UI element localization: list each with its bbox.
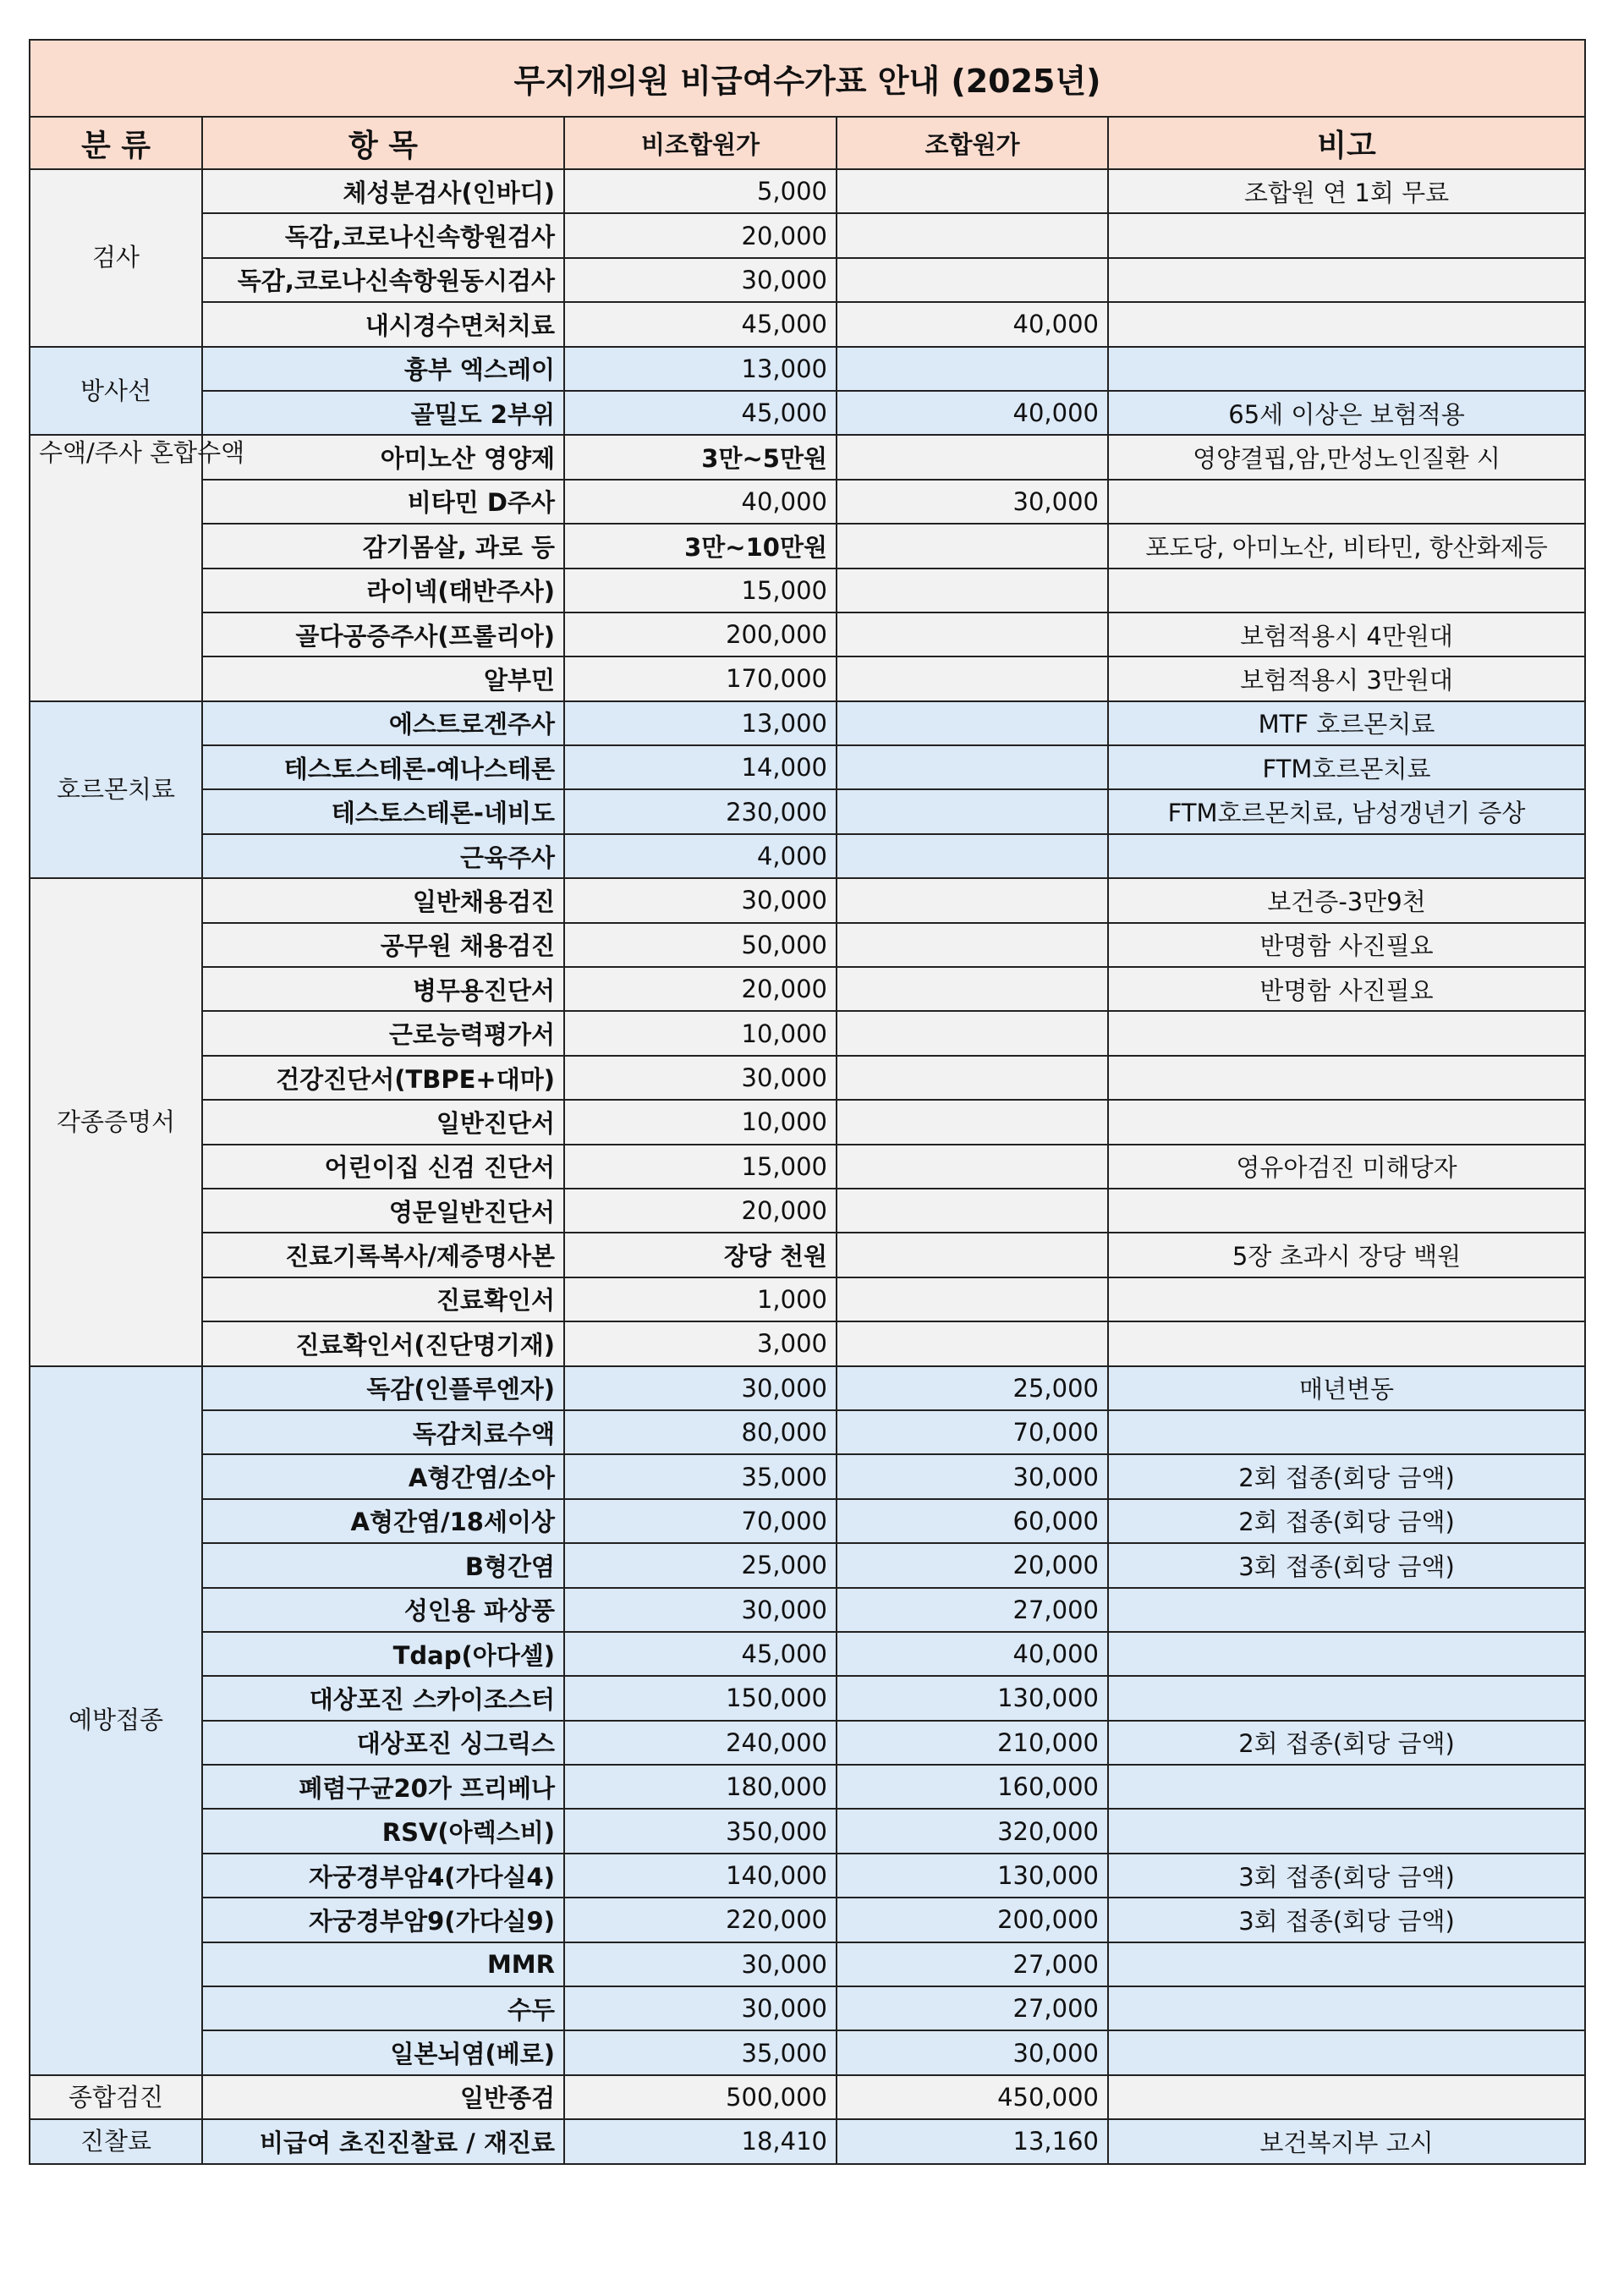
- note-cell: 2회 접종(회당 금액): [1108, 1454, 1585, 1498]
- note-cell: 5장 초과시 장당 백원: [1108, 1233, 1585, 1277]
- non-member-price-cell: 170,000: [564, 656, 837, 700]
- non-member-price-cell: 4,000: [564, 834, 837, 878]
- member-price-cell: 30,000: [837, 2030, 1108, 2074]
- non-member-price-cell: 45,000: [564, 391, 837, 435]
- non-member-price-cell: 3만~10만원: [564, 524, 837, 568]
- item-cell: 비타민 D주사: [202, 480, 564, 524]
- table-row: [30, 1277, 1585, 1321]
- member-price-cell: 40,000: [837, 391, 1108, 435]
- note-cell: [1108, 1189, 1585, 1233]
- non-member-price-cell: 5,000: [564, 169, 837, 213]
- category-cell: 진찰료: [30, 2119, 202, 2163]
- category-cell: 종합검진: [30, 2075, 202, 2119]
- table-row: [30, 1809, 1585, 1853]
- member-price-cell: 30,000: [837, 480, 1108, 524]
- table-row: [30, 834, 1585, 878]
- note-cell: [1108, 213, 1585, 257]
- member-price-cell: [837, 1233, 1108, 1277]
- note-cell: 영유아검진 미해당자: [1108, 1145, 1585, 1189]
- note-cell: 영양결핍,암,만성노인질환 시: [1108, 435, 1585, 479]
- table-row: [30, 302, 1585, 346]
- item-cell: 독감(인플루엔자): [202, 1366, 564, 1410]
- table-row: [30, 789, 1585, 833]
- member-price-cell: [837, 1189, 1108, 1233]
- note-cell: [1108, 1321, 1585, 1365]
- member-price-cell: [837, 834, 1108, 878]
- table-row: [30, 2119, 1585, 2163]
- item-cell: 에스트로겐주사: [202, 701, 564, 745]
- non-member-price-cell: 50,000: [564, 923, 837, 967]
- member-price-cell: [837, 656, 1108, 700]
- member-price-cell: [837, 169, 1108, 213]
- item-cell: 진료확인서: [202, 1277, 564, 1321]
- note-cell: [1108, 1632, 1585, 1676]
- note-cell: [1108, 1410, 1585, 1454]
- non-member-price-cell: 18,410: [564, 2119, 837, 2163]
- table-row: [30, 391, 1585, 435]
- item-cell: MMR: [202, 1942, 564, 1986]
- non-member-price-cell: 30,000: [564, 1366, 837, 1410]
- table-row: [30, 967, 1585, 1011]
- title-row: [30, 40, 1585, 117]
- non-member-price-cell: 240,000: [564, 1721, 837, 1765]
- note-cell: [1108, 1809, 1585, 1853]
- note-cell: 보건복지부 고시: [1108, 2119, 1585, 2163]
- note-cell: [1108, 1588, 1585, 1632]
- item-cell: 대상포진 스카이조스터: [202, 1676, 564, 1720]
- table-row: [30, 1543, 1585, 1587]
- header-row: [30, 117, 1585, 169]
- item-cell: 일반종검: [202, 2075, 564, 2119]
- table-row: [30, 1898, 1585, 1942]
- note-cell: [1108, 2075, 1585, 2119]
- note-cell: [1108, 1942, 1585, 1986]
- header-note: 비고: [1108, 117, 1585, 169]
- category-cell: 호르몬치료: [30, 701, 202, 879]
- item-cell: 영문일반진단서: [202, 1189, 564, 1233]
- table-row: [30, 612, 1585, 656]
- non-member-price-cell: 20,000: [564, 967, 837, 1011]
- table-row: [30, 1632, 1585, 1676]
- non-member-price-cell: 25,000: [564, 1543, 837, 1587]
- item-cell: 자궁경부암9(가다실9): [202, 1898, 564, 1942]
- member-price-cell: [837, 878, 1108, 922]
- item-cell: 일반채용검진: [202, 878, 564, 922]
- item-cell: 대상포진 싱그릭스: [202, 1721, 564, 1765]
- item-cell: 체성분검사(인바디): [202, 169, 564, 213]
- table-row: [30, 1100, 1585, 1144]
- item-cell: 감기몸살, 과로 등: [202, 524, 564, 568]
- table-row: [30, 1145, 1585, 1189]
- item-cell: 어린이집 신검 진단서: [202, 1145, 564, 1189]
- member-price-cell: [837, 1056, 1108, 1100]
- item-cell: A형간염/소아: [202, 1454, 564, 1498]
- item-cell: 테스토스테론-예나스테론: [202, 745, 564, 789]
- category-cell: 검사: [30, 169, 202, 347]
- note-cell: 보험적용시 3만원대: [1108, 656, 1585, 700]
- note-cell: 2회 접종(회당 금액): [1108, 1499, 1585, 1543]
- table-body: [30, 169, 1585, 2164]
- item-cell: 독감치료수액: [202, 1410, 564, 1454]
- non-member-price-cell: 30,000: [564, 878, 837, 922]
- member-price-cell: 27,000: [837, 1942, 1108, 1986]
- item-cell: 흉부 엑스레이: [202, 347, 564, 391]
- non-member-price-cell: 10,000: [564, 1011, 837, 1055]
- non-member-price-cell: 70,000: [564, 1499, 837, 1543]
- table-row: [30, 1366, 1585, 1410]
- item-cell: 자궁경부암4(가다실4): [202, 1854, 564, 1898]
- member-price-cell: [837, 1011, 1108, 1055]
- member-price-cell: [837, 347, 1108, 391]
- non-member-price-cell: 30,000: [564, 1056, 837, 1100]
- table-row: [30, 923, 1585, 967]
- member-price-cell: [837, 524, 1108, 568]
- note-cell: FTM호르몬치료, 남성갱년기 증상: [1108, 789, 1585, 833]
- table-row: [30, 2030, 1585, 2074]
- note-cell: [1108, 1056, 1585, 1100]
- non-member-price-cell: 45,000: [564, 302, 837, 346]
- item-cell: 테스토스테론-네비도: [202, 789, 564, 833]
- member-price-cell: [837, 1145, 1108, 1189]
- note-cell: [1108, 1765, 1585, 1809]
- note-cell: [1108, 1277, 1585, 1321]
- table-row: [30, 435, 1585, 479]
- table-row: [30, 1765, 1585, 1809]
- item-cell: 성인용 파상풍: [202, 1588, 564, 1632]
- member-price-cell: [837, 701, 1108, 745]
- header-non-member-price: 비조합원가: [564, 117, 837, 169]
- header-member-price: 조합원가: [837, 117, 1108, 169]
- non-member-price-cell: 14,000: [564, 745, 837, 789]
- item-cell: 일반진단서: [202, 1100, 564, 1144]
- table-row: [30, 1854, 1585, 1898]
- note-cell: [1108, 302, 1585, 346]
- non-member-price-cell: 30,000: [564, 1588, 837, 1632]
- table-row: [30, 258, 1585, 302]
- header-category: 분 류: [30, 117, 202, 169]
- non-member-price-cell: 40,000: [564, 480, 837, 524]
- non-member-price-cell: 220,000: [564, 1898, 837, 1942]
- table-row: [30, 878, 1585, 922]
- non-member-price-cell: 1,000: [564, 1277, 837, 1321]
- item-cell: 골다공증주사(프롤리아): [202, 612, 564, 656]
- item-cell: 아미노산 영양제: [202, 435, 564, 479]
- category-cell: 방사선: [30, 347, 202, 436]
- member-price-cell: 130,000: [837, 1676, 1108, 1720]
- item-cell: 병무용진단서: [202, 967, 564, 1011]
- note-cell: [1108, 1676, 1585, 1720]
- note-cell: [1108, 1011, 1585, 1055]
- member-price-cell: [837, 789, 1108, 833]
- member-price-cell: [837, 1277, 1108, 1321]
- member-price-cell: [837, 258, 1108, 302]
- note-cell: [1108, 2030, 1585, 2074]
- note-cell: [1108, 834, 1585, 878]
- table-row: [30, 745, 1585, 789]
- member-price-cell: 27,000: [837, 1986, 1108, 2030]
- note-cell: [1108, 569, 1585, 612]
- note-cell: 3회 접종(회당 금액): [1108, 1898, 1585, 1942]
- non-member-price-cell: 230,000: [564, 789, 837, 833]
- item-cell: B형간염: [202, 1543, 564, 1587]
- item-cell: 라이넥(태반주사): [202, 569, 564, 612]
- table-row: [30, 480, 1585, 524]
- member-price-cell: [837, 612, 1108, 656]
- table-row: [30, 1454, 1585, 1498]
- member-price-cell: [837, 435, 1108, 479]
- non-member-price-cell: 13,000: [564, 347, 837, 391]
- note-cell: 65세 이상은 보험적용: [1108, 391, 1585, 435]
- table-row: [30, 524, 1585, 568]
- member-price-cell: 40,000: [837, 302, 1108, 346]
- table-row: [30, 2075, 1585, 2119]
- member-price-cell: 25,000: [837, 1366, 1108, 1410]
- member-price-cell: 160,000: [837, 1765, 1108, 1809]
- header-item: 항 목: [202, 117, 564, 169]
- non-member-price-cell: 15,000: [564, 1145, 837, 1189]
- note-cell: 보건증-3만9천: [1108, 878, 1585, 922]
- page-title: 무지개의원 비급여수가표 안내 (2025년): [30, 40, 1585, 117]
- non-member-price-cell: 80,000: [564, 1410, 837, 1454]
- note-cell: [1108, 258, 1585, 302]
- table-row: [30, 1056, 1585, 1100]
- note-cell: [1108, 480, 1585, 524]
- non-member-price-cell: 10,000: [564, 1100, 837, 1144]
- table-row: [30, 169, 1585, 213]
- item-cell: 골밀도 2부위: [202, 391, 564, 435]
- non-member-price-cell: 500,000: [564, 2075, 837, 2119]
- member-price-cell: [837, 1321, 1108, 1365]
- non-member-price-cell: 13,000: [564, 701, 837, 745]
- member-price-cell: [837, 745, 1108, 789]
- table-row: [30, 347, 1585, 391]
- non-member-price-cell: 35,000: [564, 2030, 837, 2074]
- note-cell: 3회 접종(회당 금액): [1108, 1854, 1585, 1898]
- member-price-cell: 60,000: [837, 1499, 1108, 1543]
- member-price-cell: 210,000: [837, 1721, 1108, 1765]
- item-cell: 일본뇌염(베로): [202, 2030, 564, 2074]
- item-cell: 진료확인서(진단명기재): [202, 1321, 564, 1365]
- table-row: [30, 1233, 1585, 1277]
- category-cell: 수액/주사 혼합수액: [30, 435, 202, 700]
- table-row: [30, 213, 1585, 257]
- table-row: [30, 1942, 1585, 1986]
- table-row: [30, 1588, 1585, 1632]
- item-cell: 진료기록복사/제증명사본: [202, 1233, 564, 1277]
- member-price-cell: 20,000: [837, 1543, 1108, 1587]
- item-cell: 건강진단서(TBPE+대마): [202, 1056, 564, 1100]
- table-row: [30, 1410, 1585, 1454]
- category-cell: 예방접종: [30, 1366, 202, 2075]
- non-member-price-cell: 3만~5만원: [564, 435, 837, 479]
- item-cell: RSV(아렉스비): [202, 1809, 564, 1853]
- category-cell: 각종증명서: [30, 878, 202, 1365]
- table-row: [30, 1321, 1585, 1365]
- member-price-cell: [837, 213, 1108, 257]
- item-cell: 공무원 채용검진: [202, 923, 564, 967]
- member-price-cell: [837, 923, 1108, 967]
- note-cell: 반명함 사진필요: [1108, 967, 1585, 1011]
- item-cell: 알부민: [202, 656, 564, 700]
- non-member-price-cell: 15,000: [564, 569, 837, 612]
- table-row: [30, 701, 1585, 745]
- non-member-price-cell: 350,000: [564, 1809, 837, 1853]
- member-price-cell: [837, 1100, 1108, 1144]
- item-cell: 근육주사: [202, 834, 564, 878]
- non-member-price-cell: 20,000: [564, 213, 837, 257]
- non-member-price-cell: 150,000: [564, 1676, 837, 1720]
- note-cell: [1108, 1100, 1585, 1144]
- item-cell: 근로능력평가서: [202, 1011, 564, 1055]
- item-cell: 폐렴구균20가 프리베나: [202, 1765, 564, 1809]
- member-price-cell: 450,000: [837, 2075, 1108, 2119]
- item-cell: 내시경수면처치료: [202, 302, 564, 346]
- non-member-price-cell: 30,000: [564, 1986, 837, 2030]
- item-cell: 독감,코로나신속항원검사: [202, 213, 564, 257]
- item-cell: 비급여 초진진찰료 / 재진료: [202, 2119, 564, 2163]
- member-price-cell: 13,160: [837, 2119, 1108, 2163]
- note-cell: 포도당, 아미노산, 비타민, 항산화제등: [1108, 524, 1585, 568]
- non-member-price-cell: 140,000: [564, 1854, 837, 1898]
- non-member-price-cell: 30,000: [564, 258, 837, 302]
- note-cell: 조합원 연 1회 무료: [1108, 169, 1585, 213]
- note-cell: 반명함 사진필요: [1108, 923, 1585, 967]
- non-member-price-cell: 200,000: [564, 612, 837, 656]
- member-price-cell: 70,000: [837, 1410, 1108, 1454]
- member-price-cell: [837, 569, 1108, 612]
- note-cell: 보험적용시 4만원대: [1108, 612, 1585, 656]
- non-member-price-cell: 20,000: [564, 1189, 837, 1233]
- note-cell: FTM호르몬치료: [1108, 745, 1585, 789]
- item-cell: Tdap(아다셀): [202, 1632, 564, 1676]
- table-row: [30, 1011, 1585, 1055]
- non-member-price-cell: 180,000: [564, 1765, 837, 1809]
- item-cell: 독감,코로나신속항원동시검사: [202, 258, 564, 302]
- note-cell: 3회 접종(회당 금액): [1108, 1543, 1585, 1587]
- member-price-cell: 130,000: [837, 1854, 1108, 1898]
- member-price-cell: 27,000: [837, 1588, 1108, 1632]
- note-cell: [1108, 347, 1585, 391]
- non-member-price-cell: 45,000: [564, 1632, 837, 1676]
- non-member-price-cell: 3,000: [564, 1321, 837, 1365]
- item-cell: A형간염/18세이상: [202, 1499, 564, 1543]
- item-cell: 수두: [202, 1986, 564, 2030]
- table-row: [30, 1499, 1585, 1543]
- table-row: [30, 1986, 1585, 2030]
- price-table: [29, 39, 1586, 2165]
- note-cell: 매년변동: [1108, 1366, 1585, 1410]
- member-price-cell: 40,000: [837, 1632, 1108, 1676]
- non-member-price-cell: 30,000: [564, 1942, 837, 1986]
- member-price-cell: [837, 967, 1108, 1011]
- member-price-cell: 30,000: [837, 1454, 1108, 1498]
- note-cell: 2회 접종(회당 금액): [1108, 1721, 1585, 1765]
- table-row: [30, 1189, 1585, 1233]
- member-price-cell: 200,000: [837, 1898, 1108, 1942]
- note-cell: MTF 호르몬치료: [1108, 701, 1585, 745]
- table-row: [30, 569, 1585, 612]
- note-cell: [1108, 1986, 1585, 2030]
- table-row: [30, 656, 1585, 700]
- member-price-cell: 320,000: [837, 1809, 1108, 1853]
- table-row: [30, 1721, 1585, 1765]
- non-member-price-cell: 장당 천원: [564, 1233, 837, 1277]
- table-row: [30, 1676, 1585, 1720]
- non-member-price-cell: 35,000: [564, 1454, 837, 1498]
